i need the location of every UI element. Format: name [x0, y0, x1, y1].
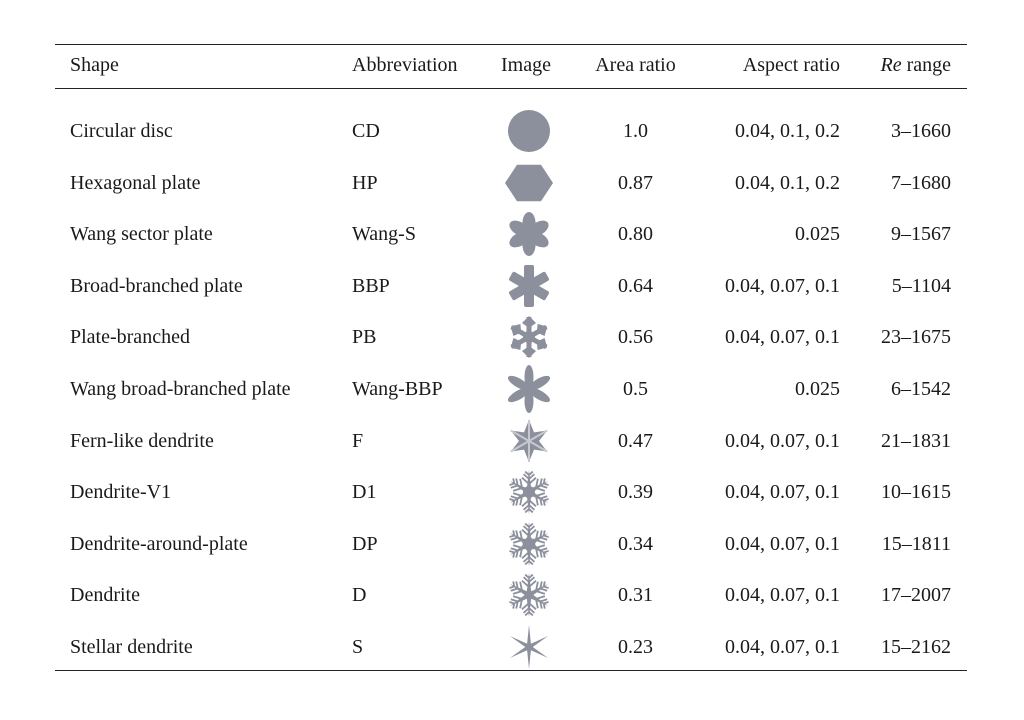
row-area-ratio: 1.0 — [623, 120, 648, 142]
row-area-ratio: 0.87 — [618, 171, 653, 194]
row-shape: Stellar dendrite — [70, 636, 193, 658]
row-abbreviation: Wang-BBP — [352, 378, 443, 400]
row-abbreviation: BBP — [352, 274, 390, 297]
row-re-range: 7–1680 — [891, 171, 951, 194]
header-area-ratio: Area ratio — [595, 54, 676, 76]
header-aspect-ratio: Aspect ratio — [742, 54, 840, 76]
header-shape: Shape — [70, 54, 119, 76]
row-aspect-ratio: 0.025 — [795, 378, 840, 400]
row-aspect-ratio: 0.025 — [795, 223, 840, 246]
row-aspect-ratio: 0.04, 0.1, 0.2 — [735, 120, 840, 142]
row-area-ratio: 0.5 — [623, 378, 648, 400]
row-area-ratio: 0.34 — [618, 532, 653, 555]
fern-dendrite-icon — [503, 417, 555, 465]
dendrite-icon — [503, 571, 555, 619]
row-shape: Fern-like dendrite — [70, 429, 214, 452]
row-re-range: 15–1811 — [881, 532, 951, 555]
row-aspect-ratio: 0.04, 0.07, 0.1 — [725, 636, 840, 658]
dendrite-plate-icon — [503, 520, 555, 568]
row-aspect-ratio: 0.04, 0.07, 0.1 — [725, 584, 840, 607]
row-area-ratio: 0.80 — [618, 223, 653, 246]
circle-disc-icon — [503, 107, 555, 155]
row-aspect-ratio: 0.04, 0.1, 0.2 — [735, 171, 840, 194]
row-re-range: 9–1567 — [891, 223, 951, 246]
row-re-range: 23–1675 — [881, 326, 951, 349]
row-aspect-ratio: 0.04, 0.07, 0.1 — [725, 326, 840, 349]
row-abbreviation: F — [352, 429, 364, 452]
row-shape: Plate-branched — [70, 326, 190, 349]
row-abbreviation: D — [352, 584, 367, 607]
row-area-ratio: 0.39 — [618, 481, 653, 504]
sector-plate-icon — [503, 210, 555, 258]
row-area-ratio: 0.64 — [618, 274, 653, 297]
table-bottom-rule — [55, 670, 967, 671]
row-abbreviation: HP — [352, 171, 378, 194]
row-re-range: 10–1615 — [881, 481, 951, 504]
row-shape: Broad-branched plate — [70, 274, 243, 297]
table-top-rule — [55, 44, 967, 45]
row-shape: Wang sector plate — [70, 223, 213, 246]
row-area-ratio: 0.31 — [618, 584, 653, 607]
row-aspect-ratio: 0.04, 0.07, 0.1 — [725, 429, 840, 452]
row-aspect-ratio: 0.04, 0.07, 0.1 — [725, 274, 840, 297]
row-shape: Dendrite — [70, 584, 140, 607]
hexagon-plate-icon — [503, 159, 555, 207]
row-area-ratio: 0.23 — [618, 636, 653, 658]
row-abbreviation: CD — [352, 120, 380, 142]
row-area-ratio: 0.56 — [618, 326, 653, 349]
row-shape: Hexagonal plate — [70, 171, 201, 194]
row-shape: Wang broad-branched plate — [70, 378, 291, 400]
header-re-suffix: range — [901, 54, 951, 76]
plate-branched-icon — [503, 313, 555, 361]
header-re-range — [880, 53, 951, 77]
row-re-range: 3–1660 — [891, 120, 951, 142]
row-shape: Dendrite-V1 — [70, 481, 172, 504]
broad-branched-icon — [503, 262, 555, 310]
row-shape: Dendrite-around-plate — [70, 532, 248, 555]
row-re-range: 5–1104 — [891, 274, 951, 297]
dendrite-v1-icon — [503, 468, 555, 516]
header-abbreviation: Abbreviation — [352, 54, 458, 76]
row-aspect-ratio: 0.04, 0.07, 0.1 — [725, 532, 840, 555]
wang-bbp-icon — [503, 365, 555, 413]
row-re-range: 15–2162 — [881, 636, 951, 658]
header-re-symbol: Re — [880, 54, 902, 76]
row-re-range: 6–1542 — [891, 378, 951, 400]
table-header-rule — [55, 88, 967, 89]
row-area-ratio: 0.47 — [618, 429, 653, 452]
row-re-range: 17–2007 — [881, 584, 951, 607]
stellar-dendrite-icon — [503, 623, 555, 671]
row-aspect-ratio: 0.04, 0.07, 0.1 — [725, 481, 840, 504]
header-image: Image — [501, 54, 551, 76]
row-re-range: 21–1831 — [881, 429, 951, 452]
row-abbreviation: DP — [352, 532, 378, 555]
row-abbreviation: Wang-S — [352, 223, 416, 246]
row-shape: Circular disc — [70, 120, 173, 142]
row-abbreviation: S — [352, 636, 364, 658]
row-abbreviation: D1 — [352, 481, 377, 504]
row-abbreviation: PB — [352, 326, 377, 349]
